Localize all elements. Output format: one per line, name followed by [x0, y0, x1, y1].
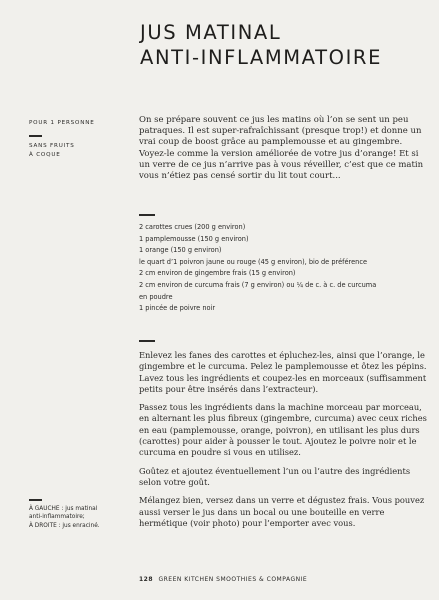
page-footer: [139, 576, 429, 583]
ingredients-list: [139, 222, 439, 315]
ingredient-item: 2 cm environ de curcuma frais (7 g environ) ou ¼ de c. à c. de curcuma: [139, 280, 377, 289]
servings-label: POUR 1 PERSONNE: [29, 120, 95, 126]
ingredient-item: le quart d’1 poivron jaune ou rouge (45 g environ), bio de préférence: [139, 257, 368, 266]
step-paragraph: Enlevez les fanes des carottes et épluchez-les, ainsi que l’orange, le gingembre et le curcuma. Pelez le pamplemousse et ôtez les pépins. Lavez tous les ingrédients et coupez-les en morceaux (suffisamment petits pour être insérés dans l’extracteur).: [139, 350, 427, 394]
step-paragraph: Mélangez bien, versez dans un verre et dégustez frais. Vous pouvez aussi verser le jus dans un bocal ou une bouteille en verre hermétique (voir photo) pour l’emporter avec vous.: [139, 495, 425, 528]
ingredient-item: 1 orange (150 g environ): [139, 246, 222, 255]
page-number: 128: [139, 576, 154, 583]
ingredient-item: 2 carottes crues (200 g environ): [139, 223, 246, 231]
preparation-steps: [139, 350, 429, 536]
caption-divider: [29, 499, 42, 501]
caption-line-3: À DROITE : jus enraciné.: [29, 522, 100, 529]
photo-caption: [29, 499, 129, 530]
book-title: GREEN KITCHEN SMOOTHIES & COMPAGNIE: [158, 576, 308, 583]
ingredient-item: 1 pincée de poivre noir: [139, 304, 216, 313]
tag-line-2: À COQUE: [29, 151, 61, 158]
title-line-1: JUS MATINAL: [140, 21, 282, 44]
recipe-sidebar: [29, 119, 129, 160]
intro-paragraph: On se prépare souvent ce jus les matins où l’on se sent un peu patraques. Il est super-rafraîchissant (presque trop!) et donne un vrai coup de boost grâce au pamplemousse et au gingembre. Voyez-le comme la version améliorée de votre jus d’orange! Et si un verre de ce jus n’arrive pas à vous réveiller, c’est que ce matin vous n’étiez pas censé sortir du lit tout court...: [139, 115, 424, 182]
ingredient-item: 2 cm environ de gingembre frais (15 g environ): [139, 269, 296, 278]
tag-line-1: SANS FRUITS: [29, 142, 75, 149]
step-paragraph: Passez tous les ingrédients dans la machine morceau par morceau, en alternant les plus fibreux (gingembre, curcuma) avec ceux riches en eau (pamplemousse, orange, poivron), en utilisant les plus durs (carottes) pour aider à pousser le tout. Ajoutez le poivre noir et le curcuma en poudre si vous en utilisez.: [139, 402, 427, 458]
caption-line-2: anti-inflammatoire;: [29, 514, 85, 520]
step-paragraph: Goûtez et ajoutez éventuellement l’un ou l’autre des ingrédients selon votre goût.: [139, 465, 411, 487]
caption-line-1: À GAUCHE : jus matinal: [29, 505, 98, 512]
ingredient-item: 1 pamplemousse (150 g environ): [139, 234, 249, 243]
page-title: [140, 20, 430, 70]
title-line-2: ANTI-INFLAMMATOIRE: [140, 46, 382, 69]
sidebar-divider: [29, 135, 42, 137]
ingredient-item: en poudre: [139, 292, 173, 301]
steps-divider: [139, 340, 155, 342]
ingredients-divider: [139, 214, 155, 216]
